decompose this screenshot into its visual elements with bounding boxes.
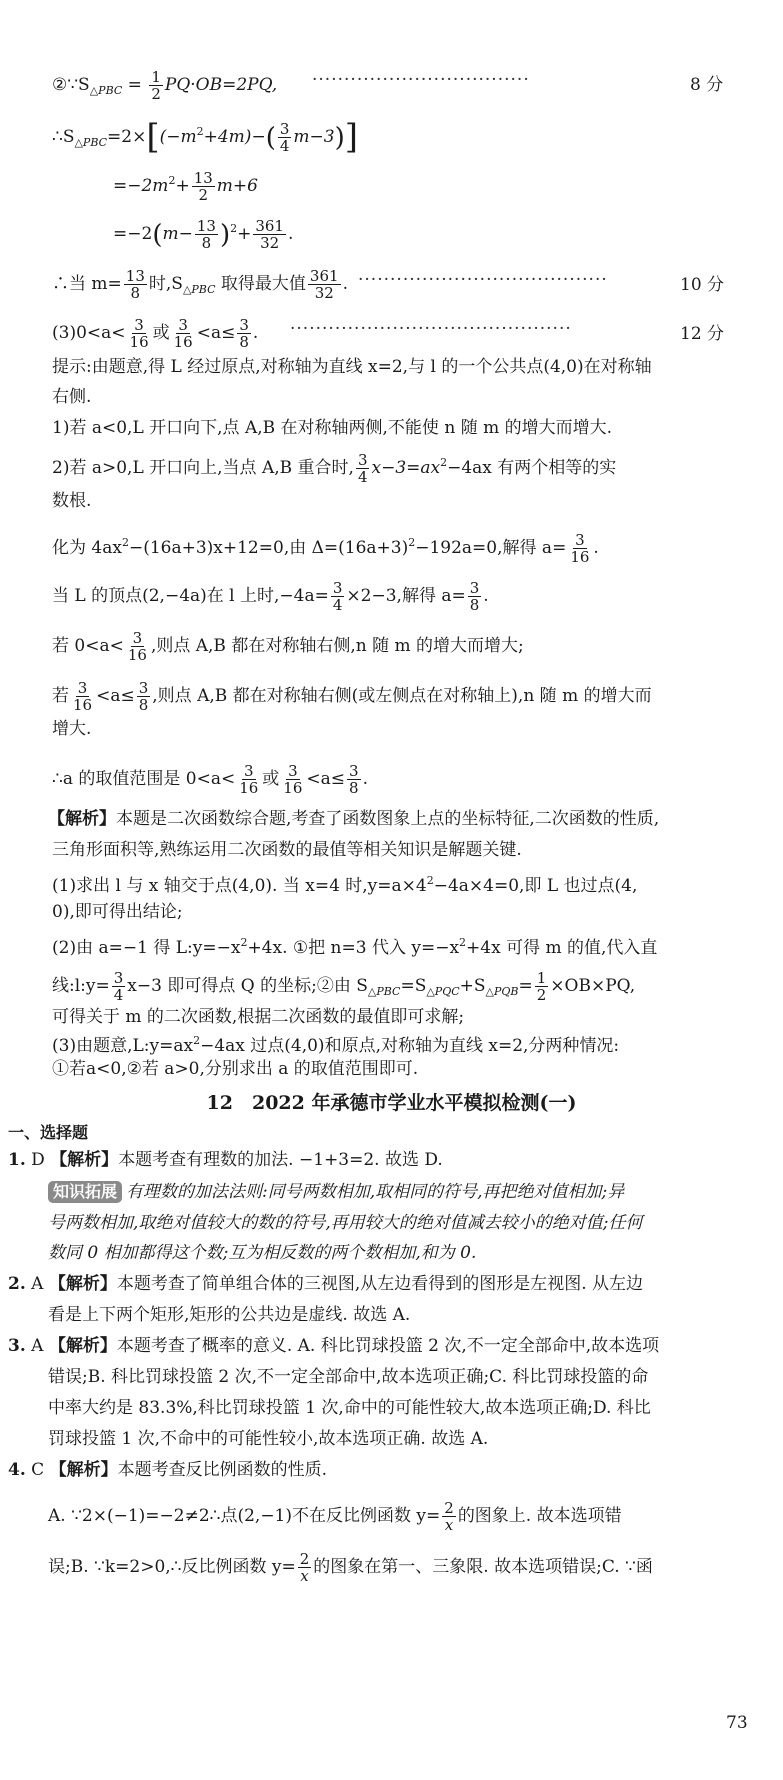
fraction: [568, 532, 591, 565]
superscript: 2: [196, 125, 204, 138]
denominator: 16: [239, 779, 259, 797]
analysis-line: [48, 808, 659, 830]
numerator: 3: [77, 679, 88, 697]
denominator: 32: [260, 234, 280, 252]
fraction: [308, 268, 341, 301]
text: ∴S: [52, 127, 75, 147]
subscript: △PBC: [182, 283, 216, 296]
subsection-title: 一、选择题: [8, 1123, 89, 1142]
line-1: [52, 69, 277, 102]
numerator: 3: [132, 629, 143, 647]
numerator: 3: [332, 579, 343, 597]
question-number: 1.: [8, 1150, 26, 1170]
question-line: 错误;B. 科比罚球投篮 2 次,不一定全部命中,故本选项正确;C. 科比罚球投篮的命: [48, 1367, 649, 1387]
subscript: △PQC: [426, 985, 460, 998]
question-number: 2.: [8, 1274, 26, 1294]
fraction: [278, 121, 292, 154]
text: =: [122, 75, 148, 95]
superscript: 2: [193, 1034, 201, 1047]
text: 误;B. ∵k=2>0,∴反比例函数 y=: [48, 1557, 296, 1577]
text: 若: [52, 686, 69, 706]
hint-line: [52, 630, 524, 663]
paren-close: ): [334, 123, 345, 153]
denominator: 4: [357, 468, 368, 486]
text: =: [518, 976, 533, 996]
numerator: 361: [309, 267, 339, 285]
superscript: 2: [121, 536, 129, 549]
text: ∴当 m=: [52, 274, 122, 294]
fraction: [195, 218, 218, 251]
text: −(16a+3)x+12=0,由 Δ=(16a+3): [128, 538, 409, 558]
line-5: [52, 268, 348, 301]
text: PQ·OB=2PQ,: [164, 75, 278, 95]
paren-close: ): [219, 220, 231, 250]
hint-line: 提示:由题意,得 L 经过原点,对称轴为直线 x=2,与 l 的一个公共点(4,0)在对称轴: [52, 357, 652, 377]
text: (1)求出 l 与 x 轴交于点(4,0). 当 x=4 时,y=a×4: [52, 876, 427, 896]
text: .: [362, 769, 368, 789]
line-4: [113, 218, 293, 251]
text: −4ax 过点(4,0)和原点,对称轴为直线 x=2,分两种情况:: [200, 1036, 620, 1056]
analysis-line: [52, 1058, 418, 1080]
text: −4a×4=0,即 L 也过点(4,: [433, 876, 638, 896]
hint-line: 1)若 a<0,L 开口向下,点 A,B 在对称轴两侧,不能使 n 随 m 的增大而增大.: [52, 418, 613, 438]
text: =−2m: [113, 176, 169, 196]
fraction: [253, 218, 286, 251]
numerator: 1: [151, 68, 161, 86]
text: ②∵S: [52, 75, 90, 95]
fraction: [128, 317, 151, 350]
knowledge-ext-line: 数同 0 相加都得这个数;互为相反数的两个数相加,和为 0.: [48, 1243, 477, 1263]
knowledge-ext-line: 号两数相加,取绝对值较大的数的符号,再用较大的绝对值减去较小的绝对值;任何: [48, 1213, 643, 1233]
text: ∴a 的取值范围是 0<a<: [52, 769, 236, 789]
hint-line: [52, 763, 368, 796]
fraction: [347, 763, 361, 796]
question-line: 罚球投篮 1 次,不命中的可能性较小,故本选项正确. 故选 A.: [48, 1429, 489, 1449]
numerator: 3: [134, 316, 144, 334]
answer-letter: D: [25, 1150, 51, 1170]
text: <a≤: [96, 686, 135, 706]
hint-line: 增大.: [52, 719, 92, 739]
denominator: 16: [129, 333, 149, 351]
text: 化为 4ax: [52, 538, 122, 558]
text: m−3: [293, 127, 335, 147]
question-line: [48, 1551, 653, 1584]
analysis-tag: 【解析】: [49, 1460, 118, 1480]
fraction: [71, 680, 94, 713]
text: 取得最大值: [215, 274, 306, 294]
text: +: [237, 224, 252, 244]
analysis-line: 0),即可得出结论;: [52, 902, 183, 922]
hint-line: [52, 580, 489, 613]
text: 本题考查了概率的意义. A. 科比罚球投篮 2 次,不一定全部命中,故本选项: [116, 1336, 660, 1356]
score-label: 12 分: [680, 324, 725, 344]
denominator: 16: [73, 696, 93, 714]
denominator: 2: [151, 85, 161, 103]
dot-leader: ··································: [312, 70, 530, 90]
denominator: 4: [279, 137, 290, 155]
analysis-tag: 【解析】: [48, 809, 116, 829]
question-number: 3.: [8, 1336, 26, 1356]
text: 本题考查了简单组合体的三视图,从左边看得到的图形是左视图. 从左边: [116, 1274, 644, 1294]
text: 若 0<a<: [52, 636, 124, 656]
text: ①若a<0,②若 a>0,分别求出 a 的取值范围即可.: [52, 1059, 419, 1079]
superscript: 2: [426, 874, 434, 887]
superscript: 2: [440, 456, 448, 469]
text: (3)由题意,L:y=ax: [52, 1036, 194, 1056]
fraction: [442, 1500, 456, 1533]
numerator: 2: [444, 1499, 454, 1517]
denominator: 4: [332, 596, 343, 614]
text: 的图象在第一、三象限. 故本选项错误;C. ∵函: [313, 1557, 653, 1577]
fraction: [237, 317, 251, 350]
fraction: [535, 970, 549, 1003]
subscript: △PBC: [367, 985, 401, 998]
question-1: [8, 1149, 443, 1171]
fraction: [124, 268, 147, 301]
denominator: 4: [113, 986, 124, 1004]
text: ,则点 A,B 都在对称轴右侧(或左侧点在对称轴上),n 随 m 的增大而: [152, 686, 652, 706]
denominator: 2: [536, 986, 547, 1004]
denominator: x: [444, 1516, 454, 1534]
hint-line: [52, 532, 599, 565]
text: +: [175, 176, 190, 196]
text: =−2: [113, 224, 153, 244]
numerator: 3: [243, 762, 254, 780]
text: +4m)−: [203, 127, 266, 147]
analysis-line: [52, 1030, 619, 1057]
denominator: 16: [173, 333, 193, 351]
fraction: [468, 580, 482, 613]
numerator: 13: [193, 169, 213, 187]
knowledge-badge: 知识拓展: [48, 1181, 122, 1203]
numerator: 3: [357, 451, 368, 469]
analysis-line: [52, 932, 657, 959]
text: (3)0<a<: [52, 323, 126, 343]
numerator: 361: [255, 217, 284, 235]
text: +4x 可得 m 的值,代入直: [466, 938, 658, 958]
text: x−3=ax: [371, 458, 441, 478]
numerator: 3: [288, 762, 298, 780]
text: m+6: [216, 176, 258, 196]
numerator: 3: [178, 316, 188, 334]
text: 或: [262, 769, 280, 789]
denominator: 8: [469, 596, 480, 614]
text: (2)由 a=−1 得 L:y=−x: [52, 938, 241, 958]
answer-letter: C: [25, 1460, 50, 1480]
denominator: 8: [349, 779, 359, 797]
text: 或: [152, 323, 170, 343]
denominator: 16: [127, 646, 147, 664]
denominator: 8: [239, 333, 249, 351]
numerator: 3: [469, 579, 480, 597]
analysis-tag: 【解析】: [48, 1274, 117, 1294]
question-3: [8, 1335, 659, 1357]
fraction: [298, 1551, 312, 1584]
fraction: [112, 970, 126, 1003]
text: .: [252, 323, 259, 343]
line-3: [113, 170, 258, 203]
text: 2)若 a>0,L 开口向上,当点 A,B 重合时,: [52, 458, 354, 478]
question-4: [8, 1459, 327, 1481]
superscript: 2: [240, 936, 248, 949]
fraction: [137, 680, 151, 713]
line-2: [52, 117, 358, 157]
denominator: x: [300, 1567, 309, 1585]
numerator: 3: [575, 531, 585, 549]
text: ,则点 A,B 都在对称轴右侧,n 随 m 的增大而增大;: [150, 636, 524, 656]
fraction: [356, 452, 370, 485]
fraction: [172, 317, 195, 350]
question-line: 中率大约是 83.3%,科比罚球投篮 1 次,命中的可能性较大,故本选项正确;D. 科比: [48, 1398, 651, 1418]
dot-leader: ············································: [290, 319, 572, 339]
fraction: [281, 763, 304, 796]
paren-open: (: [265, 123, 276, 153]
question-number: 4.: [8, 1460, 26, 1480]
text: 时,S: [148, 274, 183, 294]
text: 线:l:y=: [52, 976, 110, 996]
text: =2×: [107, 127, 147, 147]
numerator: 3: [239, 316, 249, 334]
dot-leader: ·······································: [358, 270, 608, 290]
question-line: 看是上下两个矩形,矩形的公共边是虚线. 故选 A.: [48, 1305, 411, 1325]
subscript: △PQB: [485, 985, 519, 998]
text: 当 L 的顶点(2,−4a)在 l 上时,−4a=: [52, 586, 329, 606]
superscript: 2: [459, 936, 467, 949]
bracket-close: ]: [344, 117, 358, 157]
text: +S: [459, 976, 486, 996]
fraction: [192, 170, 215, 203]
denominator: 8: [130, 284, 141, 302]
superscript: 2: [230, 222, 238, 235]
fraction: [149, 69, 163, 102]
score-label: 10 分: [680, 275, 725, 295]
page-number: 73: [726, 1713, 748, 1733]
text: −192a=0,解得 a=: [415, 538, 567, 558]
text: x−3 即可得点 Q 的坐标;②由 S: [127, 976, 368, 996]
answer-letter: A: [25, 1274, 49, 1294]
text: 本题考查反比例函数的性质.: [117, 1460, 327, 1480]
question-2: [8, 1273, 643, 1295]
superscript: 2: [408, 536, 416, 549]
score-label: 8 分: [690, 75, 724, 95]
denominator: 16: [570, 548, 590, 566]
analysis-tag: 【解析】: [50, 1150, 119, 1170]
hint-line: 右侧.: [52, 387, 92, 407]
hint-line: [52, 680, 652, 713]
text: .: [593, 538, 599, 558]
numerator: 3: [138, 679, 149, 697]
numerator: 13: [125, 267, 145, 285]
text: 本题是二次函数综合题,考查了函数图象上点的坐标特征,二次函数的性质,: [116, 809, 660, 829]
analysis-line: [52, 870, 637, 897]
text: =S: [400, 976, 427, 996]
analysis-line: [52, 970, 635, 1003]
denominator: 32: [314, 284, 334, 302]
numerator: 3: [279, 120, 290, 138]
bracket-open: [: [146, 117, 160, 157]
analysis-line: 可得关于 m 的二次函数,根据二次函数的最值即可求解;: [52, 1007, 465, 1027]
question-line: [48, 1500, 622, 1533]
fraction: [237, 763, 260, 796]
text: −4ax 有两个相等的实: [447, 458, 617, 478]
text: A. ∵2×(−1)=−2≠2∴点(2,−1)不在反比例函数 y=: [48, 1506, 441, 1526]
denominator: 2: [198, 186, 208, 204]
line-6: [52, 317, 258, 350]
analysis-tag: 【解析】: [48, 1336, 117, 1356]
text: +4x. ①把 n=3 代入 y=−x: [247, 938, 460, 958]
numerator: 3: [349, 762, 359, 780]
text: 有理数的加法法则:同号两数相加,取相同的符号,再把绝对值相加;异: [126, 1182, 625, 1202]
text: 本题考查有理数的加法. −1+3=2. 故选 D.: [118, 1150, 443, 1170]
fraction: [126, 630, 149, 663]
section-heading: 12 2022 年承德市学业水平模拟检测(一): [206, 1092, 577, 1114]
answer-letter: A: [25, 1336, 49, 1356]
hint-line: 数根.: [52, 491, 92, 511]
text: .: [342, 274, 348, 294]
hint-line: [52, 452, 616, 485]
text: (−m: [159, 127, 197, 147]
denominator: 8: [138, 696, 149, 714]
text: m−: [162, 224, 193, 244]
text: ×2−3,解得 a=: [346, 586, 466, 606]
numerator: 13: [196, 217, 216, 235]
superscript: 2: [168, 174, 176, 187]
numerator: 1: [536, 969, 547, 987]
analysis-line: 三角形面积等,熟练运用二次函数的最值等相关知识是解题关键.: [52, 840, 522, 860]
text: 的图象上. 故本选项错: [457, 1506, 622, 1526]
paren-open: (: [152, 220, 163, 250]
numerator: 3: [113, 969, 124, 987]
text: .: [483, 586, 489, 606]
denominator: 16: [283, 779, 303, 797]
text: .: [287, 224, 294, 244]
denominator: 8: [201, 234, 212, 252]
subscript: △PBC: [89, 84, 123, 97]
fraction: [331, 580, 345, 613]
text: ×OB×PQ,: [550, 976, 636, 996]
text: <a≤: [306, 769, 346, 789]
numerator: 2: [299, 1550, 310, 1568]
knowledge-ext-line: [48, 1181, 624, 1203]
text: <a≤: [196, 323, 236, 343]
subscript: △PBC: [74, 136, 108, 149]
